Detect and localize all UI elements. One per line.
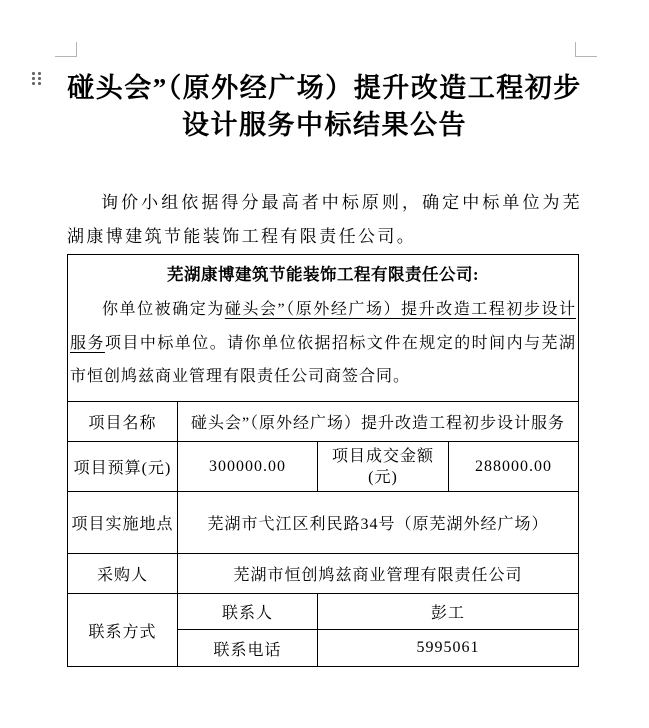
- document-title: [0, 0, 649, 144]
- table-row-purchaser: [68, 554, 579, 594]
- contact-person-value: 彭工: [318, 594, 579, 630]
- deal-amount-label: 项目成交金额(元): [318, 442, 449, 492]
- letter-body: [70, 293, 576, 394]
- contact-phone-label: 联系电话: [178, 630, 318, 667]
- budget-label: 项目预算(元): [68, 442, 178, 492]
- drag-handle-icon[interactable]: [32, 72, 41, 85]
- table-row-letter: [68, 255, 579, 402]
- location-value: 芜湖市弋江区利民路34号（原芜湖外经广场）: [178, 492, 579, 554]
- letter-body-underlined-project-name: 碰头会”（原外经广场）提升改造工程初步设计服务: [70, 301, 577, 352]
- document-title-line1: 碰头会”（原外经广场）提升改造工程初步: [67, 73, 582, 103]
- deal-amount-value: 288000.00: [449, 442, 579, 492]
- contact-group-label: 联系方式: [68, 594, 178, 667]
- purchaser-label: 采购人: [68, 554, 178, 594]
- project-name-value: 碰头会”（原外经广场）提升改造工程初步设计服务: [178, 402, 579, 442]
- letter-body-post: 项目中标单位。请你单位依据招标文件在规定的时间内与芜湖市恒创鸠兹商业管理有限责任公司商签合同。: [70, 334, 576, 386]
- project-name-label: 项目名称: [68, 402, 178, 442]
- document-title-line2: 设计服务中标结果公告: [182, 110, 467, 140]
- award-letter-cell: [68, 255, 579, 402]
- contact-person-label: 联系人: [178, 594, 318, 630]
- table-row-contact-person: [68, 594, 579, 630]
- crop-mark-top-left-icon: [55, 42, 77, 57]
- contact-phone-value: 5995061: [318, 630, 579, 667]
- letter-salutation: 芜湖康博建筑节能装饰工程有限责任公司:: [167, 265, 479, 285]
- table-row-location: [68, 492, 579, 554]
- table-row-project-name: [68, 402, 579, 442]
- budget-value: 300000.00: [178, 442, 318, 492]
- table-row-amounts: [68, 442, 579, 492]
- location-label: 项目实施地点: [68, 492, 178, 554]
- award-result-table: [67, 254, 579, 667]
- purchaser-value: 芜湖市恒创鸠兹商业管理有限责任公司: [178, 554, 579, 594]
- letter-body-pre: 你单位被确定为: [102, 301, 225, 319]
- intro-paragraph: 询价小组依据得分最高者中标原则，确定中标单位为芜湖康博建筑节能装饰工程有限责任公司。: [67, 193, 582, 246]
- crop-mark-top-right-icon: [575, 42, 597, 57]
